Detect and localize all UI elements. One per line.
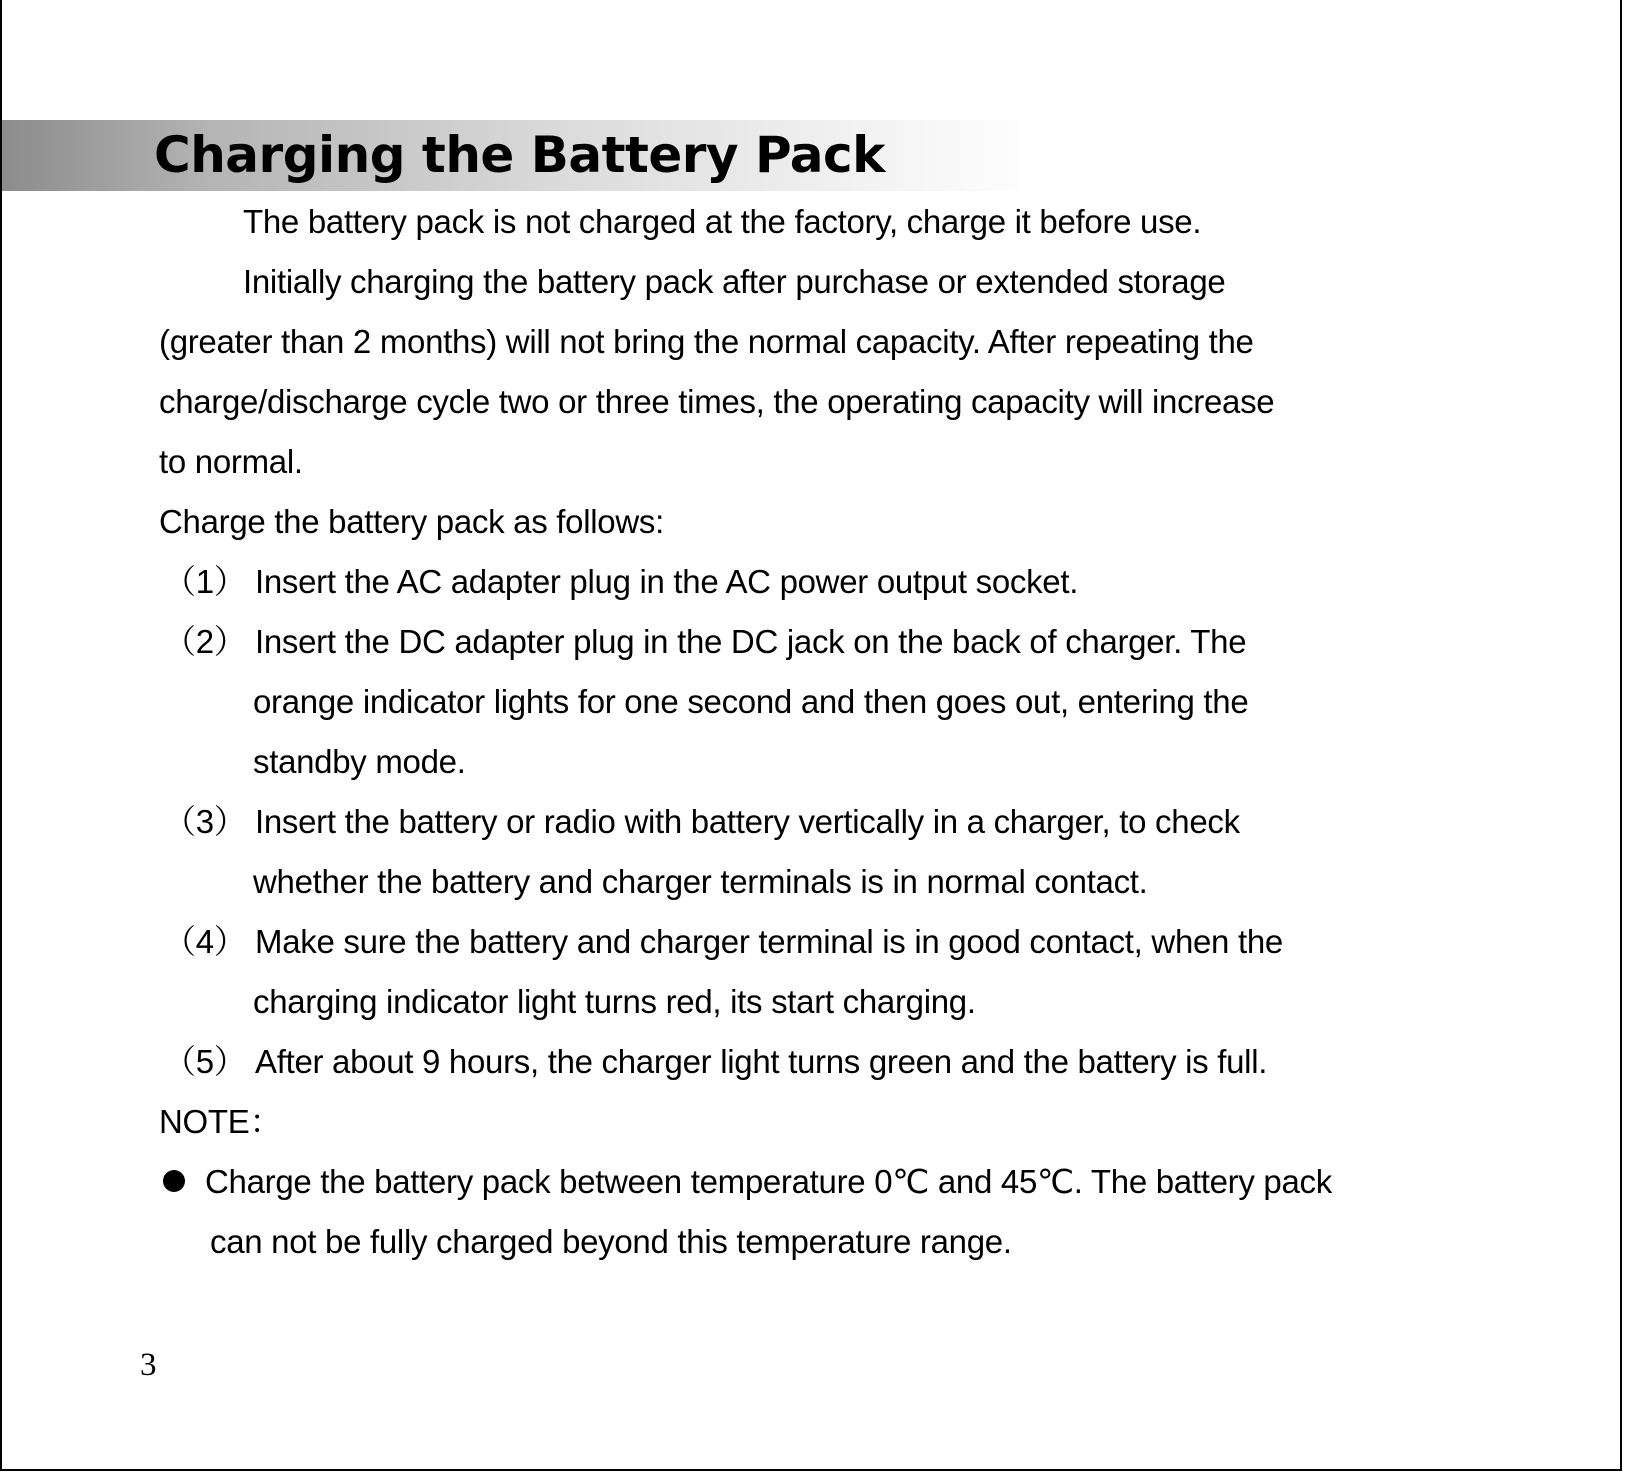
step-number: （5） xyxy=(163,1043,247,1080)
step-text: Insert the AC adapter plug in the AC power output socket. xyxy=(255,563,1079,600)
intro-line-4: charge/discharge cycle two or three times, the operating capacity will increase xyxy=(159,383,1275,420)
step-number: （3） xyxy=(163,803,247,840)
step-text: Make sure the battery and charger terminal is in good contact, when the xyxy=(255,923,1283,960)
note-bullet xyxy=(163,1162,1332,1202)
intro-line-5: to normal. xyxy=(159,443,303,480)
intro-line-3: (greater than 2 months) will not bring the normal capacity. After repeating the xyxy=(159,323,1254,360)
step-text: Insert the battery or radio with battery vertically in a charger, to check xyxy=(255,803,1240,840)
step-3-continuation: whether the battery and charger terminals is in normal contact. xyxy=(253,863,1148,900)
step-2-continuation: standby mode. xyxy=(253,743,466,780)
step-number: （4） xyxy=(163,923,247,960)
page-number: 3 xyxy=(140,1347,157,1383)
step-text: Insert the DC adapter plug in the DC jack on the back of charger. The xyxy=(255,623,1247,660)
step-text: After about 9 hours, the charger light turns green and the battery is full. xyxy=(255,1043,1268,1080)
intro-line-1: The battery pack is not charged at the factory, charge it before use. xyxy=(243,203,1202,240)
step-2-continuation: orange indicator lights for one second and then goes out, entering the xyxy=(253,683,1249,720)
step-1 xyxy=(163,562,1078,602)
step-2 xyxy=(163,622,1246,662)
page-title: Charging the Battery Pack xyxy=(154,126,885,184)
step-4-continuation: charging indicator light turns red, its start charging. xyxy=(253,983,976,1020)
intro-line-2: Initially charging the battery pack after purchase or extended storage xyxy=(243,263,1226,300)
step-3 xyxy=(163,802,1240,842)
note-heading: NOTE： xyxy=(159,1103,283,1140)
step-4 xyxy=(163,922,1283,962)
step-number: （1） xyxy=(163,563,247,600)
steps-heading: Charge the battery pack as follows: xyxy=(159,503,664,540)
step-number: （2） xyxy=(163,623,247,660)
bullet-icon xyxy=(163,1170,185,1192)
note-text: Charge the battery pack between temperature 0℃ and 45℃. The battery pack xyxy=(205,1163,1332,1200)
step-5 xyxy=(163,1042,1267,1082)
note-continuation: can not be fully charged beyond this temperature range. xyxy=(210,1223,1012,1260)
